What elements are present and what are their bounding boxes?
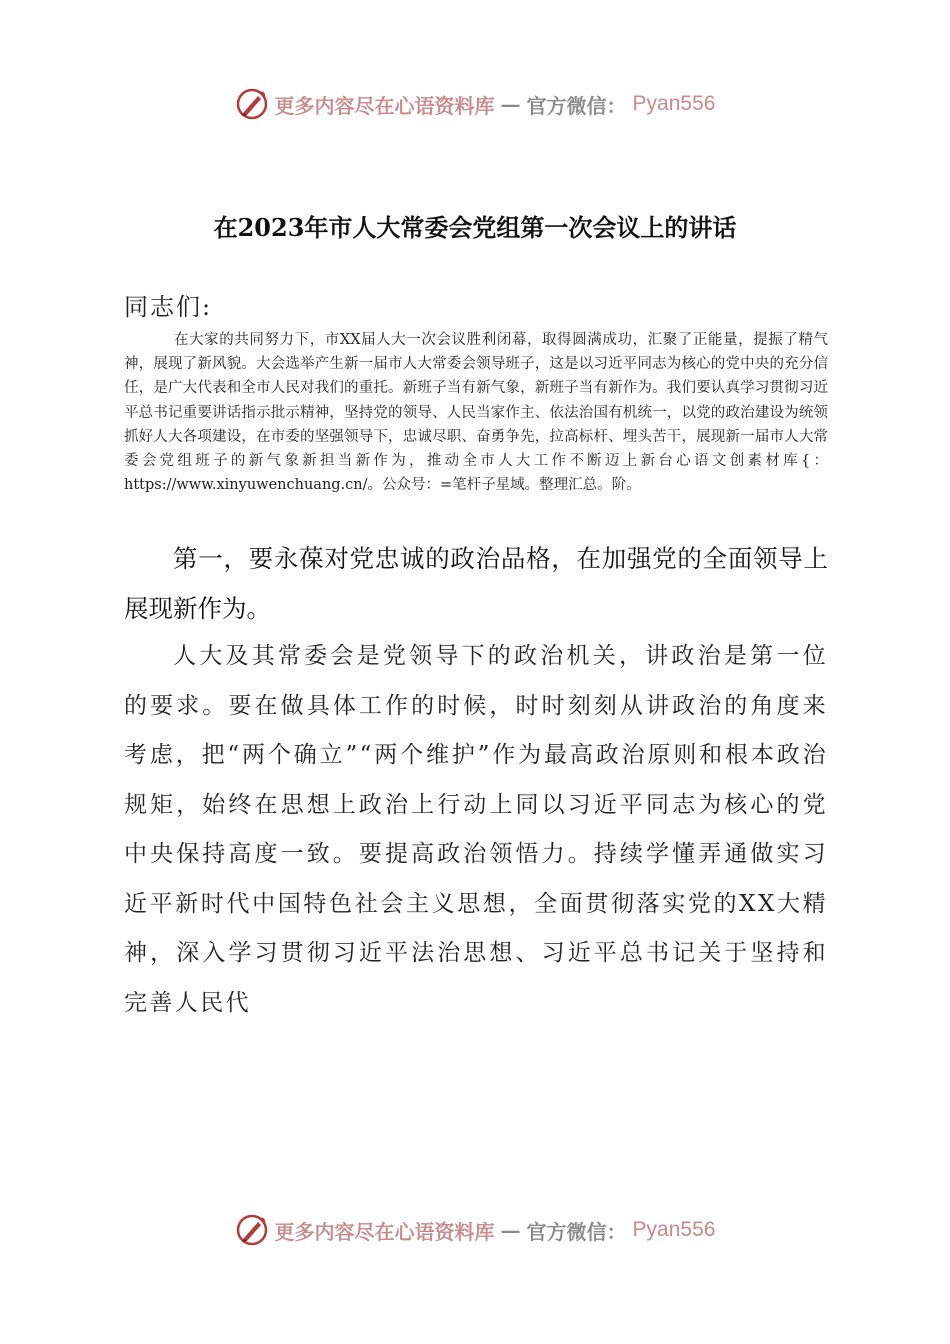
- banner-wechat-id: Pyan556: [632, 92, 716, 115]
- pen-logo-icon: [235, 1213, 269, 1247]
- banner-gray-text: 官方微信：: [526, 1219, 627, 1244]
- document-title: 在2023年市人大常委会党组第一次会议上的讲话: [213, 213, 737, 242]
- body-paragraph: 人大及其常委会是党领导下的政治机关，讲政治是第一位的要求。要在做具体工作的时候，时时刻刻从讲政治的角度来考虑，把“两个确立”“两个维护”作为最高政治原则和根本政治规矩，始终在思想上政治上行动上同以习近平同志为核心的党中央保持高度一致。要提高政治领悟力。持续学懂弄通做实习近平新时代中国特色社会主义思想，全面贯彻落实党的XX大精神，深入学习贯彻习近平法治思想、习近平总书记关于坚持和完善人民代: [124, 643, 828, 1016]
- banner-wechat-id: Pyan556: [632, 1218, 716, 1241]
- banner-red-text: 更多内容尽在心语资料库: [274, 1219, 495, 1244]
- salutation: 同志们:: [124, 293, 213, 321]
- pen-logo-icon: [235, 87, 269, 121]
- footer-banner: [0, 1210, 950, 1250]
- header-banner: [0, 84, 950, 124]
- section-heading: 第一，要永葆对党忠诚的政治品格，在加强党的全面领导上展现新作为。: [124, 544, 828, 623]
- intro-paragraph: 在大家的共同努力下，市XX届人大一次会议胜利闭幕，取得圆满成功，汇聚了正能量，提振了精气神，展现了新风貌。大会选举产生新一届市人大常委会领导班子，这是以习近平同志为核心的党中央的充分信任，是广大代表和全市人民对我们的重托。新班子当有新气象，新班子当有新作为。我们要认真学习贯彻习近平总书记重要讲话指示批示精神，坚持党的领导、人民当家作主、依法治国有机统一，以党的政治建设为统领抓好人大各项建设，在市委的坚强领导下，忠诚尽职、奋勇争先，拉高标杆、埋头苦干，展现新一届市人大常委会党组班子的新气象新担当新作为，推动全市人大工作不断迈上新台心语文创素材库{：https://www.xinyuwenchuang.cn/。公众号：=笔杆子星域。整理汇总。阶。: [124, 332, 828, 494]
- banner-red-text: 更多内容尽在心语资料库: [274, 93, 495, 118]
- banner-dash: —: [500, 92, 521, 116]
- banner-gray-text: 官方微信：: [526, 93, 627, 118]
- banner-dash: —: [500, 1218, 521, 1242]
